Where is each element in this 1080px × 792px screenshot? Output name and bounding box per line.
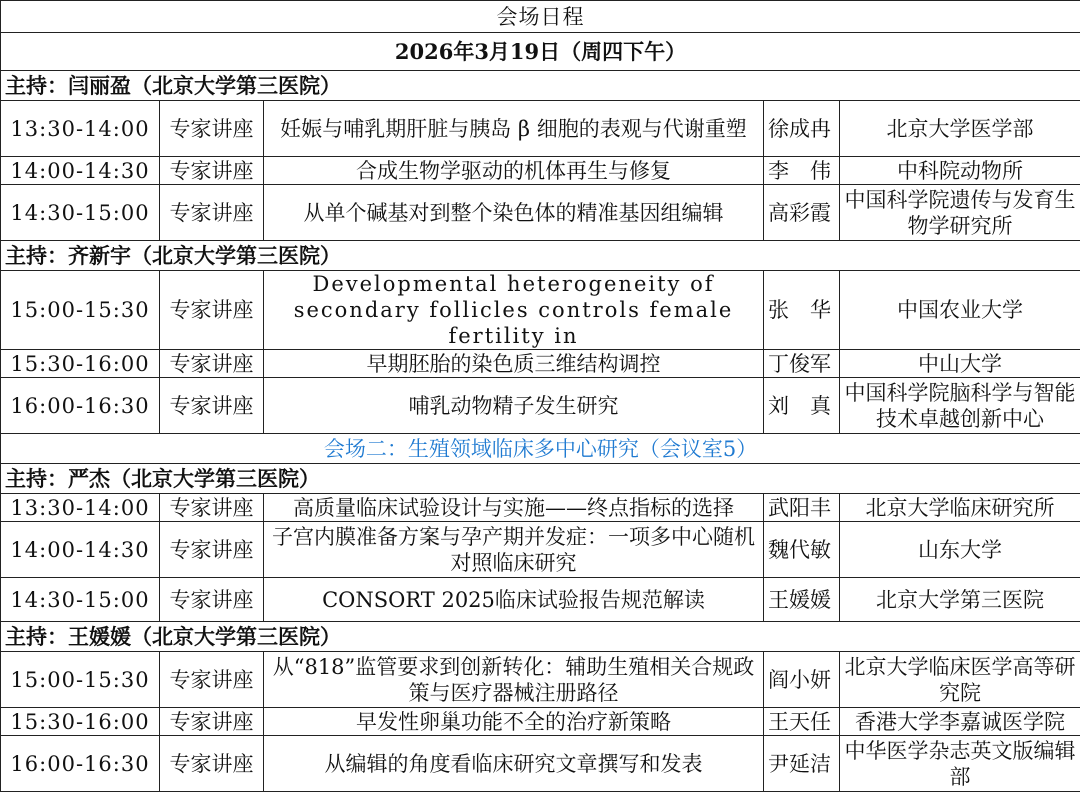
table-row <box>1 708 1080 736</box>
session-date: 2026年3月19日（周四下午） <box>1 33 1080 71</box>
topic-cell: 哺乳动物精子发生研究 <box>264 378 764 434</box>
type-cell: 专家讲座 <box>160 652 264 708</box>
host-row <box>1 241 1080 271</box>
page-title: 会场日程 <box>1 1 1080 33</box>
table-row <box>1 185 1080 241</box>
affiliation-cell: 北京大学临床研究所 <box>840 494 1080 522</box>
affiliation-cell: 北京大学临床医学高等研究院 <box>840 652 1080 708</box>
topic-cell: 高质量临床试验设计与实施——终点指标的选择 <box>264 494 764 522</box>
time-cell: 15:00-15:30 <box>1 652 160 708</box>
time-cell: 15:30-16:00 <box>1 350 160 378</box>
affiliation-cell: 中国农业大学 <box>840 271 1080 350</box>
topic-cell: 从编辑的角度看临床研究文章撰写和发表 <box>264 736 764 792</box>
speaker-cell: 高彩霞 <box>764 185 840 241</box>
table-row <box>1 378 1080 434</box>
affiliation-cell: 中国科学院遗传与发育生物学研究所 <box>840 185 1080 241</box>
topic-cell: Developmental heterogeneity of secondary follicles controls female fertility in <box>264 271 764 350</box>
type-cell: 专家讲座 <box>160 350 264 378</box>
type-cell: 专家讲座 <box>160 578 264 622</box>
table-row <box>1 736 1080 792</box>
host-label: 主持：严杰（北京大学第三医院） <box>1 464 1080 494</box>
affiliation-cell: 山东大学 <box>840 522 1080 578</box>
table-row <box>1 157 1080 185</box>
table-row <box>1 522 1080 578</box>
topic-cell: 早期胚胎的染色质三维结构调控 <box>264 350 764 378</box>
speaker-cell: 丁俊军 <box>764 350 840 378</box>
host-label: 主持：王媛媛（北京大学第三医院） <box>1 622 1080 652</box>
affiliation-cell: 中科院动物所 <box>840 157 1080 185</box>
time-cell: 14:30-15:00 <box>1 578 160 622</box>
time-cell: 13:30-14:00 <box>1 494 160 522</box>
topic-cell: 从“818”监管要求到创新转化：辅助生殖相关合规政策与医疗器械注册路径 <box>264 652 764 708</box>
host-row <box>1 622 1080 652</box>
type-cell: 专家讲座 <box>160 708 264 736</box>
type-cell: 专家讲座 <box>160 736 264 792</box>
table-row <box>1 494 1080 522</box>
time-cell: 15:30-16:00 <box>1 708 160 736</box>
speaker-cell: 武阳丰 <box>764 494 840 522</box>
affiliation-cell: 中华医学杂志英文版编辑部 <box>840 736 1080 792</box>
title-row <box>1 1 1080 33</box>
time-cell: 14:00-14:30 <box>1 522 160 578</box>
affiliation-cell: 北京大学医学部 <box>840 101 1080 157</box>
speaker-cell: 王天任 <box>764 708 840 736</box>
affiliation-cell: 香港大学李嘉诚医学院 <box>840 708 1080 736</box>
table-row <box>1 652 1080 708</box>
affiliation-cell: 北京大学第三医院 <box>840 578 1080 622</box>
type-cell: 专家讲座 <box>160 101 264 157</box>
time-cell: 14:00-14:30 <box>1 157 160 185</box>
time-cell: 14:30-15:00 <box>1 185 160 241</box>
type-cell: 专家讲座 <box>160 378 264 434</box>
speaker-cell: 魏代敏 <box>764 522 840 578</box>
type-cell: 专家讲座 <box>160 157 264 185</box>
table-row <box>1 101 1080 157</box>
topic-cell: 早发性卵巢功能不全的治疗新策略 <box>264 708 764 736</box>
host-label: 主持：齐新宇（北京大学第三医院） <box>1 241 1080 271</box>
host-row <box>1 71 1080 101</box>
date-row <box>1 33 1080 71</box>
speaker-cell: 尹延洁 <box>764 736 840 792</box>
topic-cell: 从单个碱基对到整个染色体的精准基因组编辑 <box>264 185 764 241</box>
venue-row <box>1 434 1080 464</box>
time-cell: 13:30-14:00 <box>1 101 160 157</box>
type-cell: 专家讲座 <box>160 271 264 350</box>
speaker-cell: 张 华 <box>764 271 840 350</box>
topic-cell: 子宫内膜准备方案与孕产期并发症：一项多中心随机对照临床研究 <box>264 522 764 578</box>
time-cell: 16:00-16:30 <box>1 378 160 434</box>
venue-title: 会场二：生殖领域临床多中心研究（会议室5） <box>1 434 1080 464</box>
speaker-cell: 刘 真 <box>764 378 840 434</box>
topic-cell: CONSORT 2025临床试验报告规范解读 <box>264 578 764 622</box>
type-cell: 专家讲座 <box>160 185 264 241</box>
time-cell: 16:00-16:30 <box>1 736 160 792</box>
type-cell: 专家讲座 <box>160 494 264 522</box>
speaker-cell: 阎小妍 <box>764 652 840 708</box>
table-row <box>1 578 1080 622</box>
speaker-cell: 王媛媛 <box>764 578 840 622</box>
table-row <box>1 350 1080 378</box>
type-cell: 专家讲座 <box>160 522 264 578</box>
time-cell: 15:00-15:30 <box>1 271 160 350</box>
host-label: 主持：闫丽盈（北京大学第三医院） <box>1 71 1080 101</box>
topic-cell: 妊娠与哺乳期肝脏与胰岛 β 细胞的表观与代谢重塑 <box>264 101 764 157</box>
affiliation-cell: 中山大学 <box>840 350 1080 378</box>
topic-cell: 合成生物学驱动的机体再生与修复 <box>264 157 764 185</box>
host-row <box>1 464 1080 494</box>
table-row <box>1 271 1080 350</box>
speaker-cell: 徐成冉 <box>764 101 840 157</box>
affiliation-cell: 中国科学院脑科学与智能技术卓越创新中心 <box>840 378 1080 434</box>
speaker-cell: 李 伟 <box>764 157 840 185</box>
